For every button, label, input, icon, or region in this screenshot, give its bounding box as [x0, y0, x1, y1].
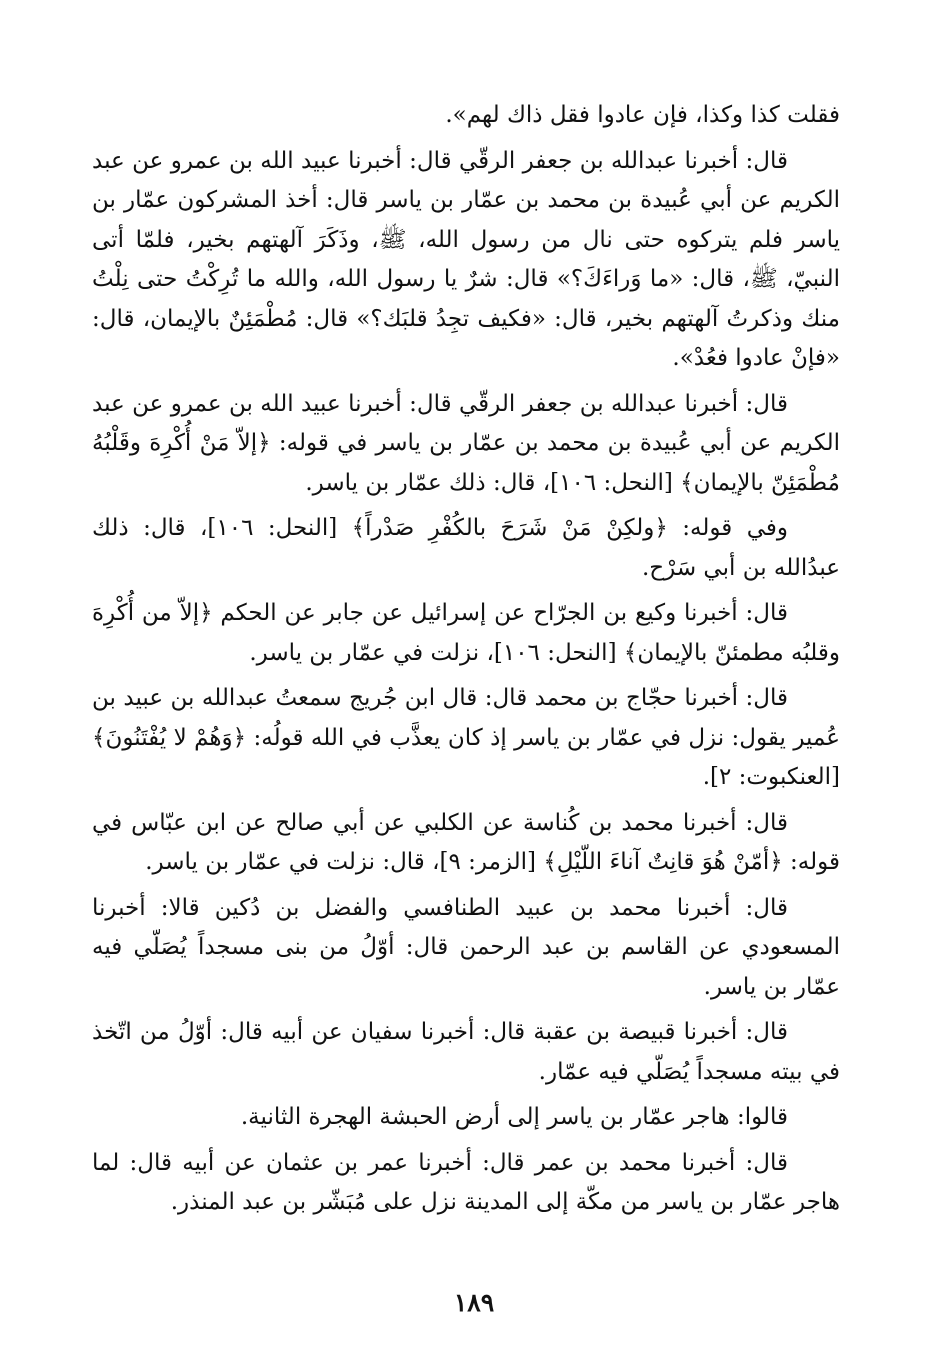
paragraph: قالوا: هاجر عمّار بن ياسر إلى أرض الحبشة الهجرة الثانية.: [240, 1104, 788, 1130]
paragraph: قال: أخبرنا عبدالله بن جعفر الرقّي قال: أخبرنا عبيد الله بن عمرو عن عبد الكريم عن أبي عُبيدة بن محمد بن عمّار بن ياسر في قوله: ﴿إلاّ مَنْ أُكْرِهَ وقَلْبُهُ مُطْمَئِنّ بالإيمان﴾ [النحل: ١٠٦]، قال: ذلك عمّار بن ياسر.: [92, 390, 840, 496]
paragraph: قال: أخبرنا محمد بن عمر قال: أخبرنا عمر بن عثمان عن أبيه قال: لما هاجر عمّار بن ياسر من مكّة إلى المدينة نزل على مُبَشّر بن عبد المنذر.: [92, 1149, 840, 1215]
paragraph-continuation: فقلت كذا وكذا، فإن عادوا فقل ذاك لهم».: [445, 102, 840, 128]
page-body: [92, 96, 840, 1223]
paragraph: قال: أخبرنا وكيع بن الجرّاح عن إسرائيل عن جابر عن الحكم ﴿إلاّ من أُكْرِهَ وقلبُه مطمئنّ بالإيمان﴾ [النحل: ١٠٦]، نزلت في عمّار بن ياسر.: [92, 600, 840, 666]
paragraph: قال: أخبرنا عبدالله بن جعفر الرقّي قال: أخبرنا عبيد الله بن عمرو عن عبد الكريم عن أبي عُبيدة بن محمد بن عمّار بن ياسر قال: أخذ المشركون عمّار بن ياسر فلم يتركوه حتى نال من رسول الله، ﷺ، وذَكَرَ آلهتهم بخير، فلمّا أتى النبيّ، ﷺ، قال: «ما وَراءَكَ؟» قال: شرٌ يا رسول الله، والله ما تُرِكْتُ حتى نِلْتُ منك وذكرتُ آلهتهم بخير، قال: «فكيف تجِدُ قلبَك؟» قال: مُطْمَئِنٌ بالإيمان، قال: «فإنْ عادوا فعُدْ».: [92, 147, 841, 371]
paragraph: قال: أخبرنا قبيصة بن عقبة قال: أخبرنا سفيان عن أبيه قال: أوّلُ من اتّخذ في بيته مسجداً يُصَلّي فيه عمّار.: [92, 1019, 840, 1085]
paragraph: قال: أخبرنا محمد بن عبيد الطنافسي والفضل بن دُكين قالا: أخبرنا المسعودي عن القاسم بن عبد الرحمن قال: أوّلُ من بنى مسجداً يُصَلّي فيه عمّار بن ياسر.: [92, 894, 840, 1000]
paragraph: قال: أخبرنا محمد بن كُناسة عن الكلبي عن أبي صالح عن ابن عبّاس في قوله: ﴿أمّنْ هُوَ قانِتٌ آناءَ اللّيْلِ﴾ [الزمر: ٩]، قال: نزلت في عمّار بن ياسر.: [92, 809, 840, 875]
page-number: ١٨٩: [453, 1288, 495, 1317]
paragraph: قال: أخبرنا حجّاج بن محمد قال: قال ابن جُريج سمعتُ عبدالله بن عبيد بن عُمير يقول: نزل في عمّار بن ياسر إذ كان يعذَّب في الله قولُه: ﴿وَهُمْ لا يُفْتَنُونَ﴾ [العنكبوت: ٢].: [92, 685, 840, 790]
paragraph: وفي قوله: ﴿ولكِنْ مَنْ شَرَحَ بالكُفْرِ صَدْراً﴾ [النحل: ١٠٦]، قال: ذلك عبدُالله بن أبي سَرْح.: [92, 515, 840, 581]
